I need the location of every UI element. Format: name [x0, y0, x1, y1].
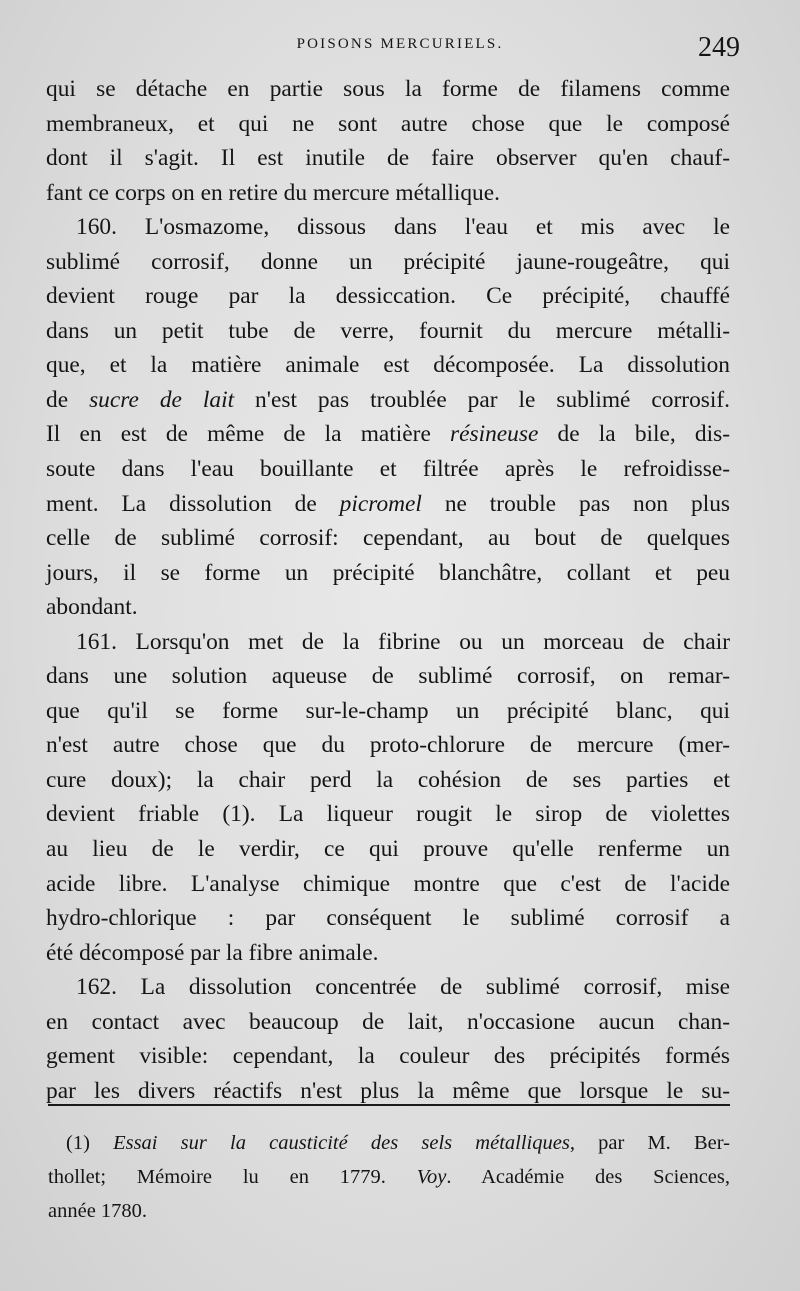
text-line: en contact avec beaucoup de lait, n'occasione aucun chan- — [46, 1008, 730, 1035]
text-line: dont il s'agit. Il est inutile de faire observer qu'en chauf- — [46, 145, 730, 172]
text-line: 161. Lorsqu'on met de la fibrine ou un morceau de chair — [76, 628, 730, 655]
text-line — [46, 383, 730, 418]
text-segment: de la bile, dis- — [538, 421, 730, 448]
text-line: jours, il se forme un précipité blanchâtre, collant et peu — [46, 559, 730, 586]
text-line: acide libre. L'analyse chimique montre que c'est de l'acide — [46, 870, 730, 897]
text-line: dans une solution aqueuse de sublimé corrosif, on remar- — [46, 663, 730, 690]
text-line: membraneux, et qui ne sont autre chose que le composé — [46, 110, 730, 137]
running-head — [0, 34, 800, 64]
footnote-divider — [48, 1104, 730, 1106]
text-line: que qu'il se forme sur-le-champ un précipité blanc, qui — [46, 697, 730, 724]
text-segment: n'est pas troublée par le sublimé corrosif. — [234, 386, 730, 413]
text-line: 162. La dissolution concentrée de sublimé corrosif, mise — [76, 974, 730, 1001]
text-line: devient friable (1). La liqueur rougit le sirop de violettes — [46, 801, 730, 828]
text-line: cure doux); la chair perd la cohésion de ses parties et — [46, 766, 730, 793]
text-line: 160. L'osmazome, dissous dans l'eau et mis avec le — [76, 214, 730, 241]
footnote-line: année 1780. — [48, 1200, 148, 1222]
text-line: par les divers réactifs n'est plus la même que lorsque le su- — [46, 1077, 730, 1104]
text-line — [46, 487, 730, 522]
text-line: fant ce corps on en retire du mercure métallique. — [46, 179, 500, 206]
text-line: hydro-chlorique : par conséquent le sublimé corrosif a — [46, 905, 730, 932]
body-text — [46, 72, 730, 1108]
text-line: sublimé corrosif, donne un précipité jaune-rougeâtre, qui — [46, 248, 730, 275]
text-line — [46, 417, 730, 452]
text-line: abondant. — [46, 594, 138, 621]
text-line: qui se détache en partie sous la forme de filamens comme — [46, 76, 730, 102]
italic-term: picromel — [339, 490, 422, 517]
text-segment: de — [46, 386, 90, 413]
italic-term: résineuse — [450, 421, 539, 448]
text-segment: thollet; Mémoire lu en 1779. — [48, 1166, 417, 1188]
text-line: soute dans l'eau bouillante et filtrée après le refroidisse- — [46, 456, 730, 483]
text-line: gement visible: cependant, la couleur des précipités formés — [46, 1043, 730, 1070]
italic-term: sucre de lait — [89, 386, 235, 413]
text-segment: ne trouble pas non plus — [421, 490, 731, 517]
page-number: 249 — [698, 32, 740, 63]
text-segment: (1) — [66, 1132, 114, 1154]
text-segment: , par M. Ber- — [569, 1132, 730, 1154]
footnote-line — [48, 1160, 730, 1194]
text-line: n'est autre chose que du proto-chlorure de mercure (mer- — [46, 732, 730, 759]
text-line: au lieu de le verdir, ce qui prouve qu'elle renferme un — [46, 836, 730, 863]
text-line: été décomposé par la fibre animale. — [46, 939, 379, 966]
text-line: dans un petit tube de verre, fournit du mercure métalli- — [46, 317, 730, 344]
text-line: que, et la matière animale est décomposée. La dissolution — [46, 352, 730, 379]
italic-title: Essai sur la causticité des sels métalliques — [113, 1132, 570, 1154]
footnote-line — [48, 1126, 730, 1160]
italic-abbrev: Voy — [416, 1166, 447, 1188]
running-title: POISONS MERCURIELS. — [296, 36, 504, 52]
text-line: devient rouge par la dessiccation. Ce précipité, chauffé — [46, 283, 730, 310]
text-line: celle de sublimé corrosif: cependant, au bout de quelques — [46, 525, 730, 552]
text-segment: Il en est de même de la matière — [46, 421, 451, 448]
text-segment: . Académie des Sciences, — [446, 1166, 731, 1188]
footnotes — [48, 1126, 730, 1228]
text-segment: ment. La dissolution de — [46, 490, 340, 517]
